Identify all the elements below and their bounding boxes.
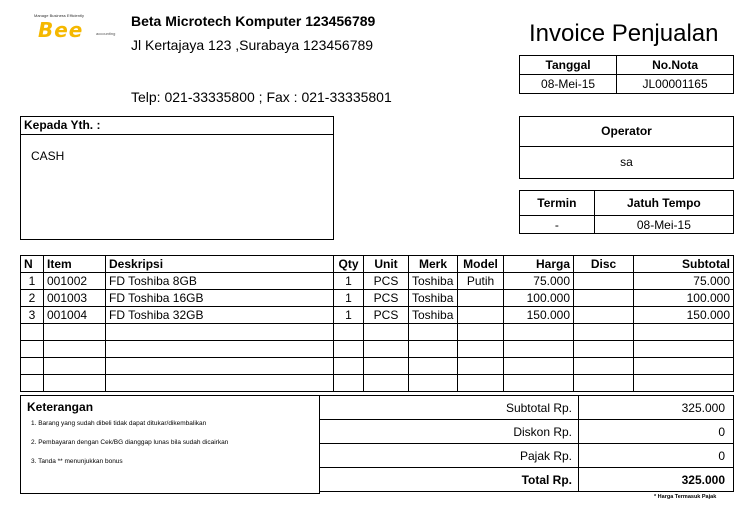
- row-discount: [574, 273, 634, 290]
- tax-label: Pajak Rp.: [320, 444, 579, 468]
- empty-row: [21, 324, 734, 341]
- invoice-info-table: [519, 55, 734, 94]
- row-price: 75.000: [504, 273, 574, 290]
- col-header-brand: Merk: [409, 256, 458, 273]
- customer-box: [20, 116, 334, 240]
- due-date-header: Jatuh Tempo: [594, 191, 733, 216]
- row-qty: 1: [334, 307, 364, 324]
- row-model: Putih: [458, 273, 504, 290]
- table-row: [21, 273, 734, 290]
- note-line: 1. Barang yang sudah dibeli tidak dapat ditukar/dikembalikan: [31, 420, 207, 427]
- company-name: Beta Microtech Komputer 123456789: [131, 13, 376, 29]
- items-table: [20, 255, 734, 392]
- col-header-discount: Disc: [574, 256, 634, 273]
- total-value: 325.000: [579, 468, 734, 492]
- row-number: 3: [21, 307, 44, 324]
- document-title: Invoice Penjualan: [529, 20, 719, 47]
- row-discount: [574, 290, 634, 307]
- company-address: Jl Kertajaya 123 ,Surabaya 123456789: [131, 37, 374, 53]
- term-value: -: [520, 216, 595, 234]
- tax-footnote: * Harga Termasuk Pajak: [654, 494, 717, 500]
- company-phone: Telp: 021-33335800 ; Fax : 021-33335801: [131, 89, 392, 105]
- col-header-subtotal: Subtotal: [634, 256, 734, 273]
- col-header-item: Item: [44, 256, 106, 273]
- table-row: [21, 307, 734, 324]
- col-header-unit: Unit: [364, 256, 409, 273]
- note-line: 2. Pembayaran dengan Cek/BG dianggap lunas bila sudah dicairkan: [31, 439, 229, 446]
- row-model: [458, 307, 504, 324]
- empty-row: [21, 358, 734, 375]
- row-subtotal: 150.000: [634, 307, 734, 324]
- row-description: FD Toshiba 8GB: [106, 273, 334, 290]
- logo-subtext: accounting: [96, 31, 116, 36]
- operator-box: [519, 116, 734, 179]
- empty-row: [21, 341, 734, 358]
- invoice-number: JL00001165: [617, 75, 734, 94]
- date-header: Tanggal: [520, 56, 617, 75]
- row-price: 150.000: [504, 307, 574, 324]
- customer-label: Kepada Yth. :: [21, 117, 333, 135]
- row-price: 100.000: [504, 290, 574, 307]
- row-item-code: 001003: [44, 290, 106, 307]
- col-header-number: N: [21, 256, 44, 273]
- totals-table: [319, 395, 734, 492]
- row-number: 2: [21, 290, 44, 307]
- col-header-price: Harga: [504, 256, 574, 273]
- row-brand: Toshiba: [409, 290, 458, 307]
- invoice-date: 08-Mei-15: [520, 75, 617, 94]
- row-brand: Toshiba: [409, 273, 458, 290]
- row-item-code: 001002: [44, 273, 106, 290]
- customer-name: CASH: [31, 149, 65, 163]
- items-header-row: [21, 256, 734, 273]
- row-description: FD Toshiba 32GB: [106, 307, 334, 324]
- operator-label: Operator: [520, 117, 733, 147]
- notes-title: Keterangan: [27, 400, 94, 414]
- tax-value: 0: [579, 444, 734, 468]
- row-qty: 1: [334, 273, 364, 290]
- row-item-code: 001004: [44, 307, 106, 324]
- col-header-description: Deskripsi: [106, 256, 334, 273]
- logo-wordmark: Bee: [38, 18, 84, 42]
- col-header-qty: Qty: [334, 256, 364, 273]
- subtotal-value: 325.000: [579, 396, 734, 420]
- row-number: 1: [21, 273, 44, 290]
- row-discount: [574, 307, 634, 324]
- table-row: [21, 290, 734, 307]
- row-subtotal: 100.000: [634, 290, 734, 307]
- term-header: Termin: [520, 191, 595, 216]
- row-description: FD Toshiba 16GB: [106, 290, 334, 307]
- note-line: 3. Tanda ** menunjukkan bonus: [31, 458, 123, 465]
- col-header-model: Model: [458, 256, 504, 273]
- invoice-number-header: No.Nota: [617, 56, 734, 75]
- notes-box: [20, 395, 320, 494]
- total-label: Total Rp.: [320, 468, 579, 492]
- row-brand: Toshiba: [409, 307, 458, 324]
- row-unit: PCS: [364, 290, 409, 307]
- subtotal-label: Subtotal Rp.: [320, 396, 579, 420]
- company-logo: [20, 12, 130, 46]
- row-qty: 1: [334, 290, 364, 307]
- row-unit: PCS: [364, 273, 409, 290]
- operator-value: sa: [620, 155, 633, 169]
- discount-value: 0: [579, 420, 734, 444]
- terms-table: [519, 190, 734, 234]
- empty-row: [21, 375, 734, 392]
- row-unit: PCS: [364, 307, 409, 324]
- row-model: [458, 290, 504, 307]
- logo-tagline: Manage Business Efficiently: [34, 13, 84, 18]
- due-date-value: 08-Mei-15: [594, 216, 733, 234]
- discount-label: Diskon Rp.: [320, 420, 579, 444]
- row-subtotal: 75.000: [634, 273, 734, 290]
